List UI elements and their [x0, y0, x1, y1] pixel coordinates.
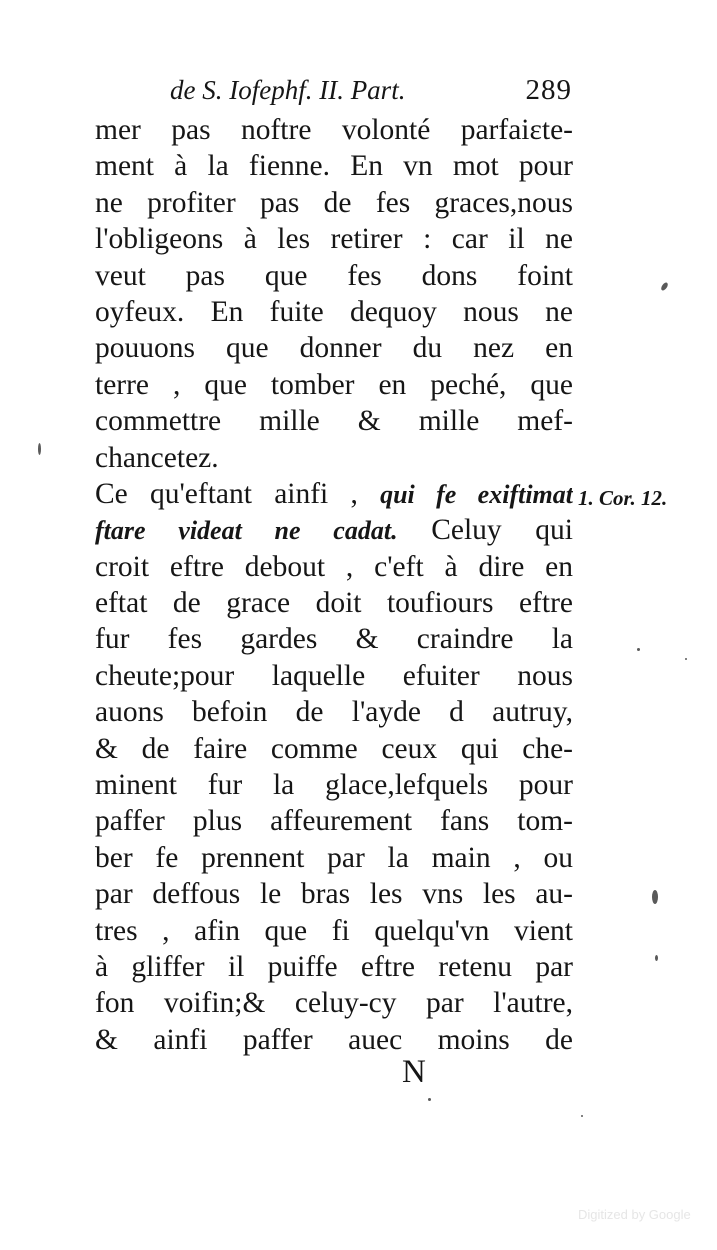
text-line-with-quote	[95, 512, 573, 548]
text-line: terre , que tomber en peché, que	[95, 368, 573, 401]
text-line: & ainfi paffer auec moins de	[95, 1023, 573, 1056]
text-line: paffer plus affeurement fans tom-	[95, 805, 573, 838]
text-line: fur fes gardes & craindre la	[95, 623, 573, 656]
text-line: oyfeux. En fuite dequoy nous ne	[95, 295, 573, 328]
ink-speck	[655, 955, 658, 961]
page-number: 289	[525, 74, 572, 106]
text-line: l'obligeons à les retirer : car il ne	[95, 223, 573, 256]
text-line-with-quote	[95, 476, 573, 512]
ink-speck	[660, 281, 669, 291]
ink-speck	[637, 648, 640, 651]
text-line: eftat de grace doit toufiours eftre	[95, 587, 573, 620]
running-head	[170, 70, 572, 110]
latin-quote: ftare videat ne cadat.	[95, 516, 398, 546]
text-line: auons befoin de l'ayde d autruy,	[95, 696, 573, 729]
text-line: minent fur la glace,lefquels pour	[95, 769, 573, 802]
body-text	[95, 112, 573, 1058]
line-text: Ce qu'eftant ainfi ,	[95, 477, 358, 510]
text-line: à gliffer il puiffe eftre retenu par	[95, 950, 573, 983]
text-line: croit eftre debout , c'eft à dire en	[95, 550, 573, 583]
text-line: pouuons que donner du nez en	[95, 332, 573, 365]
text-line: cheute;pour laquelle efuiter nous	[95, 659, 573, 692]
text-line: & de faire comme ceux qui che-	[95, 732, 573, 765]
line-text: Celuy qui	[431, 514, 573, 547]
text-line: veut pas que fes dons foint	[95, 259, 573, 292]
running-head-title: de S. Iofephf. II. Part.	[170, 75, 406, 105]
text-line: chancetez.	[95, 441, 219, 474]
text-line: tres , afin que fi quelqu'vn vient	[95, 914, 573, 947]
text-line: ment à la fienne. En vn mot pour	[95, 150, 573, 183]
signature-mark: N	[402, 1054, 426, 1090]
ink-speck	[428, 1098, 431, 1101]
latin-quote: qui fe exiftimat	[380, 479, 573, 509]
text-line: fon voifin;& celuy-cy par l'autre,	[95, 987, 573, 1020]
text-line: ber fe prennent par la main , ou	[95, 841, 573, 874]
ink-speck	[685, 658, 687, 660]
watermark: Digitized by Google	[578, 1207, 691, 1222]
text-line: ne profiter pas de fes graces,nous	[95, 186, 573, 219]
text-line: commettre mille & mille mef-	[95, 405, 573, 438]
ink-speck	[38, 443, 41, 455]
text-line: par deffous le bras les vns les au-	[95, 878, 573, 911]
ink-speck	[581, 1115, 583, 1117]
text-line: mer pas noftre volonté parfaiɛte-	[95, 114, 573, 146]
ink-speck	[652, 890, 658, 904]
margin-citation: 1. Cor. 12.	[578, 486, 668, 510]
